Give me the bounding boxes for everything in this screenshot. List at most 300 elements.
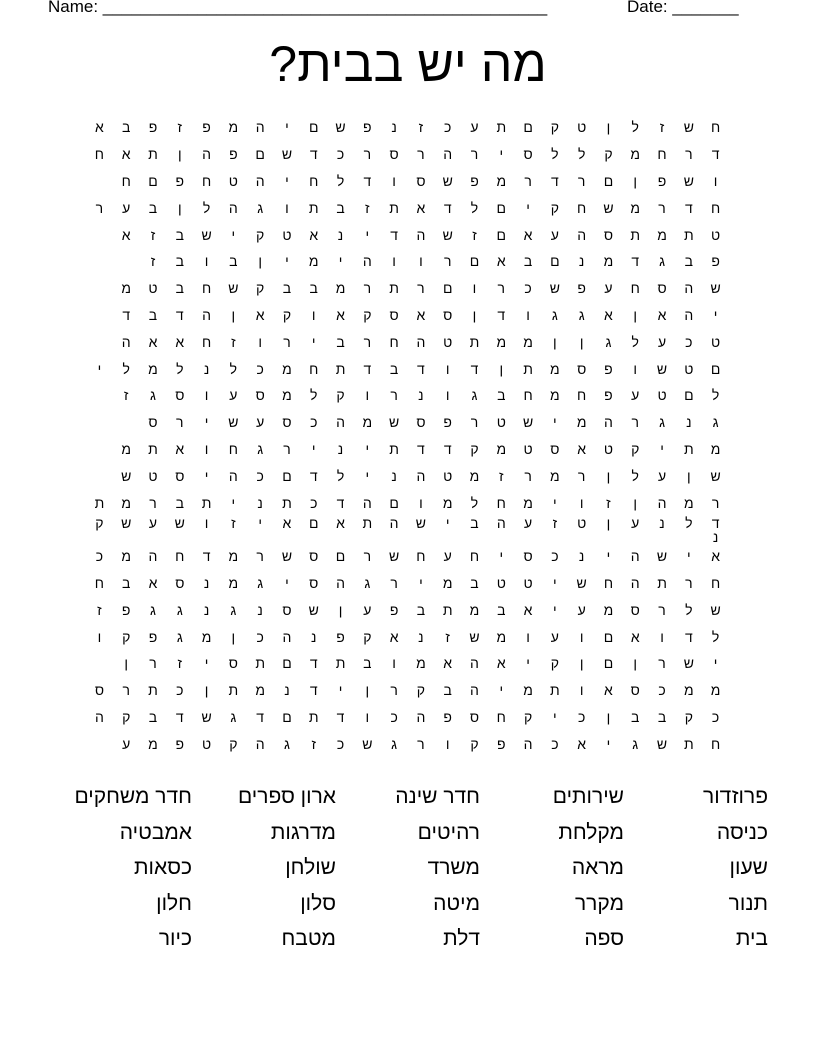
grid-letter: ר [685, 146, 693, 163]
grid-letter: פ [336, 628, 345, 645]
grid-letter: ס [389, 146, 399, 163]
grid-letter: ת [148, 146, 158, 163]
grid-letter: ן [231, 628, 236, 645]
grid-letter: ת [335, 655, 346, 672]
grid-letter: ש [281, 548, 293, 565]
grid-letter: ח [201, 172, 212, 189]
grid-letter: ב [523, 253, 533, 270]
word-bank-item: תנור [728, 891, 768, 915]
grid-letter: ט [496, 574, 506, 591]
grid-letter: ת [630, 226, 641, 243]
grid-letter: ט [443, 467, 453, 484]
grid-letter: ר [176, 414, 184, 431]
grid-letter: ר [658, 655, 666, 672]
grid-letter: ת [523, 360, 533, 377]
grid-letter: ח [711, 199, 721, 216]
grid-letter: ק [229, 735, 238, 752]
grid-letter: ת [148, 440, 158, 457]
grid-letter: ד [711, 146, 720, 163]
grid-letter: ד [417, 440, 425, 457]
grid-letter: ס [416, 414, 426, 431]
word-bank-item: כיור [158, 927, 192, 950]
grid-letter: י [553, 494, 557, 511]
grid-letter: ת [228, 682, 239, 699]
grid-letter: ם [308, 119, 319, 136]
grid-letter: ל [631, 467, 639, 484]
grid-letter: ו [204, 514, 209, 531]
grid-letter: ה [684, 306, 694, 323]
grid-letter: ש [389, 548, 400, 565]
grid-letter: ב [229, 253, 238, 270]
grid-letter: ג [230, 708, 237, 725]
grid-letter: ה [255, 119, 265, 136]
grid-letter: י [499, 146, 504, 163]
grid-letter: ן [606, 514, 611, 531]
grid-letter: ת [362, 514, 373, 531]
grid-letter: פ [175, 172, 185, 189]
grid-letter: ם [603, 655, 614, 672]
grid-letter: פ [470, 172, 479, 189]
grid-letter: ם [282, 467, 292, 484]
grid-row [86, 704, 729, 731]
grid-letter: י [553, 574, 557, 591]
grid-letter: א [175, 440, 185, 457]
grid-letter: ש [469, 628, 480, 645]
grid-letter: י [445, 514, 450, 531]
grid-letter: ט [496, 414, 506, 431]
grid-letter: ר [658, 601, 666, 618]
grid-letter: ט [148, 467, 158, 484]
grid-letter: א [95, 119, 104, 136]
grid-letter: ה [362, 253, 372, 270]
grid-letter: ה [684, 280, 694, 297]
grid-letter: ו [472, 280, 477, 297]
grid-letter: נ [712, 528, 719, 545]
grid-letter: ס [148, 414, 158, 431]
grid-letter: ח [201, 280, 212, 297]
word-bank-item: משרד [427, 856, 480, 879]
grid-letter: ז [177, 655, 183, 672]
grid-letter: ו [204, 253, 209, 270]
grid-letter: כ [310, 414, 318, 431]
grid-letter: ן [579, 655, 584, 672]
grid-letter: כ [658, 682, 666, 699]
grid-letter: ק [550, 655, 559, 672]
grid-letter: ה [577, 226, 587, 243]
grid-letter: מ [335, 280, 346, 297]
grid-row [86, 141, 729, 168]
word-bank-item: שירותים [552, 785, 624, 808]
grid-letter: ב [631, 708, 640, 725]
grid-letter: ש [656, 548, 668, 565]
grid-letter: ר [283, 333, 291, 350]
grid-letter: ח [496, 494, 506, 511]
grid-letter: ש [683, 655, 694, 672]
grid-letter: ח [630, 280, 640, 297]
grid-letter: ח [711, 119, 721, 136]
grid-row [86, 355, 729, 382]
grid-letter: מ [255, 682, 265, 699]
word-bank-item: שולחן [285, 856, 336, 879]
grid-letter: ם [684, 387, 694, 404]
grid-letter: ם [469, 253, 480, 270]
grid-letter: ה [121, 333, 131, 350]
grid-letter: ה [416, 708, 426, 725]
grid-letter: י [338, 682, 343, 699]
grid-letter: ד [443, 199, 452, 216]
grid-letter: ו [419, 494, 423, 511]
grid-letter: ל [470, 199, 479, 216]
grid-letter: ע [523, 514, 533, 531]
grid-letter: כ [256, 467, 264, 484]
grid-letter: ו [579, 494, 584, 511]
grid-letter: ל [577, 146, 586, 163]
grid-letter: ם [442, 280, 453, 297]
grid-letter: נ [284, 682, 290, 699]
grid-letter: ק [631, 440, 640, 457]
grid-letter: נ [578, 548, 585, 565]
grid-letter: ש [335, 119, 346, 136]
grid-letter: נ [311, 628, 317, 645]
grid-letter: פ [202, 119, 211, 136]
grid-letter: ן [177, 146, 182, 163]
grid-letter: ע [470, 119, 479, 136]
grid-letter: ק [550, 119, 559, 136]
grid-letter: ו [579, 628, 584, 645]
grid-letter: י [526, 199, 530, 216]
grid-letter: ד [631, 253, 640, 270]
grid-letter: ב [657, 708, 667, 725]
grid-letter: ח [94, 574, 105, 591]
grid-letter: ת [442, 601, 453, 618]
grid-letter: נ [257, 601, 263, 618]
grid-letter: מ [442, 574, 453, 591]
grid-letter: ק [604, 146, 613, 163]
grid-letter: מ [550, 387, 560, 404]
grid-letter: י [499, 682, 504, 699]
grid-letter: ש [281, 146, 293, 163]
grid-letter: ג [283, 735, 290, 752]
grid-letter: א [121, 226, 131, 243]
grid-letter: כ [256, 628, 264, 645]
grid-letter: ז [150, 253, 156, 270]
grid-row [86, 436, 729, 463]
grid-letter: ר [685, 574, 693, 591]
grid-letter: ב [175, 280, 184, 297]
grid-letter: ה [630, 548, 640, 565]
grid-letter: ח [711, 574, 721, 591]
grid-letter: ג [176, 601, 183, 618]
grid-letter: כ [551, 548, 559, 565]
grid-row [86, 650, 729, 677]
word-bank-item: מקרר [574, 891, 624, 915]
grid-letter: ט [577, 514, 587, 531]
grid-letter: פ [604, 387, 613, 404]
grid-letter: ב [175, 494, 184, 511]
grid-letter: פ [443, 414, 452, 431]
grid-letter: ר [470, 146, 479, 163]
grid-letter: י [365, 226, 370, 243]
grid-letter: ר [497, 280, 506, 297]
grid-letter: כ [310, 494, 318, 511]
grid-letter: ט [711, 226, 721, 243]
grid-letter: פ [121, 601, 131, 618]
grid-letter: ס [175, 387, 185, 404]
grid-letter: ס [469, 708, 480, 725]
grid-letter: ט [523, 574, 533, 591]
grid-letter: א [577, 440, 587, 457]
grid-letter: ש [442, 172, 453, 189]
grid-letter: ד [497, 306, 506, 323]
grid-letter: ג [257, 440, 264, 457]
grid-letter: ה [202, 146, 211, 163]
grid-letter: ש [683, 172, 694, 189]
grid-letter: מ [201, 628, 212, 645]
word-bank-item: אמבטיה [119, 820, 192, 844]
grid-letter: מ [710, 682, 721, 699]
grid-letter: ג [230, 601, 237, 618]
grid-letter: ן [633, 655, 638, 672]
grid-letter: ח [309, 172, 319, 189]
grid-letter: נ [337, 440, 344, 457]
grid-letter: ל [122, 360, 130, 377]
word-bank-item: חדר משחקים [74, 785, 192, 808]
grid-letter: ט [228, 172, 238, 189]
grid-letter: ע [631, 514, 640, 531]
grid-letter: ח [496, 708, 506, 725]
grid-letter: ס [309, 548, 319, 565]
grid-letter: ן [633, 494, 638, 511]
grid-letter: י [204, 414, 209, 431]
grid-letter: מ [121, 548, 131, 565]
grid-letter: ב [309, 280, 318, 297]
grid-row [86, 275, 729, 302]
grid-letter: ל [229, 360, 238, 377]
grid-letter: א [496, 655, 506, 672]
grid-letter: ג [551, 306, 558, 323]
grid-letter: א [148, 574, 158, 591]
grid-letter: ד [470, 360, 479, 377]
grid-letter: י [553, 708, 557, 725]
grid-letter: מ [523, 682, 533, 699]
grid-letter: ג [257, 199, 264, 216]
grid-letter: ס [577, 360, 587, 377]
grid-letter: ה [389, 514, 399, 531]
grid-letter: ט [684, 360, 694, 377]
word-bank-item: מראה [571, 856, 624, 879]
grid-letter: ר [577, 467, 586, 484]
grid-letter: ם [308, 514, 319, 531]
grid-letter: ס [443, 306, 453, 323]
grid-letter: ל [631, 333, 639, 350]
grid-letter: א [523, 226, 533, 243]
grid-letter: ש [174, 514, 185, 531]
word-bank-item: שעון [729, 856, 768, 879]
grid-letter: ה [336, 414, 345, 431]
grid-letter: כ [551, 735, 559, 752]
grid-letter: י [713, 655, 718, 672]
grid-letter: ק [684, 708, 693, 725]
grid-letter: י [338, 253, 343, 270]
grid-letter: ק [470, 440, 479, 457]
grid-letter: מ [496, 628, 507, 645]
grid-letter: ב [443, 682, 452, 699]
grid-letter: ס [282, 601, 292, 618]
grid-letter: ו [419, 253, 423, 270]
grid-letter: י [553, 414, 557, 431]
grid-letter: י [660, 440, 664, 457]
grid-letter: פ [229, 146, 238, 163]
grid-letter: פ [657, 172, 667, 189]
grid-letter: ן [231, 306, 236, 323]
grid-letter: א [175, 333, 185, 350]
grid-letter: ר [363, 146, 372, 163]
grid-letter: ח [309, 360, 319, 377]
grid-letter: ו [285, 199, 289, 216]
grid-letter: ן [633, 172, 638, 189]
grid-letter: ם [255, 146, 265, 163]
grid-letter: ז [123, 387, 129, 404]
grid-letter: י [258, 514, 262, 531]
grid-letter: כ [336, 735, 345, 752]
grid-letter: ר [711, 494, 720, 511]
grid-letter: מ [550, 467, 560, 484]
grid-letter: ת [148, 682, 158, 699]
grid-letter: ן [606, 119, 611, 136]
grid-letter: ק [95, 514, 104, 531]
word-bank-item: מטבח [281, 927, 336, 950]
grid-letter: נ [578, 253, 585, 270]
grid-letter: ב [175, 226, 184, 243]
grid-letter: ת [657, 574, 667, 591]
grid-letter: י [553, 601, 557, 618]
grid-row [86, 543, 729, 570]
grid-letter: פ [148, 628, 158, 645]
word-bank-item: מיטה [433, 891, 480, 915]
grid-letter: ז [606, 494, 611, 511]
grid-letter: ש [549, 280, 560, 297]
grid-letter: ט [577, 119, 587, 136]
word-bank-item: מדרגות [270, 820, 336, 844]
grid-letter: ת [389, 280, 399, 297]
grid-letter: ס [523, 548, 533, 565]
grid-letter: פ [577, 280, 586, 297]
grid-letter: ב [497, 387, 506, 404]
word-bank-item: כסאות [134, 856, 192, 879]
grid-letter: ם [496, 226, 507, 243]
grid-letter: ע [148, 514, 158, 531]
grid-letter: ס [175, 574, 185, 591]
grid-letter: ו [97, 628, 102, 645]
grid-letter: ר [256, 548, 264, 565]
grid-letter: א [336, 306, 345, 323]
grid-letter: ר [149, 655, 157, 672]
grid-letter: ק [336, 387, 345, 404]
grid-letter: ה [202, 306, 211, 323]
grid-letter: ן [204, 682, 209, 699]
grid-letter: נ [203, 601, 210, 618]
grid-letter: ב [470, 574, 479, 591]
grid-letter: ד [256, 708, 265, 725]
word-bank-item: בית [735, 927, 768, 950]
grid-letter: מ [496, 333, 507, 350]
grid-letter: ן [258, 253, 262, 270]
grid-letter: ב [122, 119, 131, 136]
grid-letter: ת [282, 494, 292, 511]
grid-letter: ע [577, 601, 586, 618]
grid-letter: מ [576, 414, 587, 431]
grid-letter: ד [443, 440, 452, 457]
grid-letter: ן [338, 601, 343, 618]
grid-letter: א [121, 146, 131, 163]
grid-letter: ו [392, 172, 396, 189]
grid-letter: ק [550, 199, 559, 216]
grid-letter: י [311, 333, 316, 350]
grid-letter: כ [256, 360, 264, 377]
grid-letter: ט [523, 440, 533, 457]
grid-letter: א [336, 514, 345, 531]
grid-letter: ע [550, 628, 559, 645]
grid-letter: ג [578, 306, 585, 323]
grid-letter: ג [659, 414, 665, 431]
grid-letter: י [285, 253, 289, 270]
grid-letter: ת [335, 360, 346, 377]
date-field-label: Date: _______ [627, 0, 739, 16]
grid-letter: ן [472, 306, 477, 323]
grid-letter: ב [497, 601, 506, 618]
grid-letter: י [231, 226, 236, 243]
grid-letter: ן [124, 655, 129, 672]
grid-letter: א [148, 333, 158, 350]
grid-letter: ת [389, 199, 399, 216]
grid-letter: ד [175, 708, 184, 725]
grid-letter: ש [710, 601, 721, 618]
grid-letter: ר [390, 574, 398, 591]
grid-letter: כ [711, 708, 720, 725]
grid-row [86, 730, 729, 757]
grid-letter: מ [148, 735, 158, 752]
grid-letter: ל [685, 514, 693, 531]
grid-letter: ב [148, 306, 158, 323]
grid-letter: ט [711, 333, 721, 350]
grid-letter: ד [122, 306, 131, 323]
grid-letter: ז [365, 199, 370, 216]
grid-letter: ן [633, 306, 638, 323]
grid-letter: נ [418, 387, 424, 404]
grid-row [86, 489, 729, 516]
grid-letter: ה [470, 655, 479, 672]
grid-letter: ח [577, 387, 587, 404]
grid-letter: ה [416, 226, 426, 243]
grid-letter: ש [362, 735, 373, 752]
grid-letter: ר [417, 280, 425, 297]
grid-letter: ם [550, 253, 560, 270]
grid-letter: י [419, 574, 423, 591]
grid-letter: י [285, 119, 289, 136]
grid-letter: ט [282, 226, 292, 243]
grid-letter: ע [631, 387, 640, 404]
name-field-label: Name: _______________________________________________ [48, 0, 548, 16]
grid-row [86, 382, 729, 409]
grid-letter: ג [257, 574, 264, 591]
grid-letter: ל [310, 387, 318, 404]
grid-letter: י [204, 467, 209, 484]
grid-letter: ז [311, 735, 316, 752]
grid-letter: מ [282, 360, 292, 377]
grid-letter: מ [148, 360, 158, 377]
grid-letter: ה [630, 574, 640, 591]
grid-letter: ם [282, 708, 292, 725]
